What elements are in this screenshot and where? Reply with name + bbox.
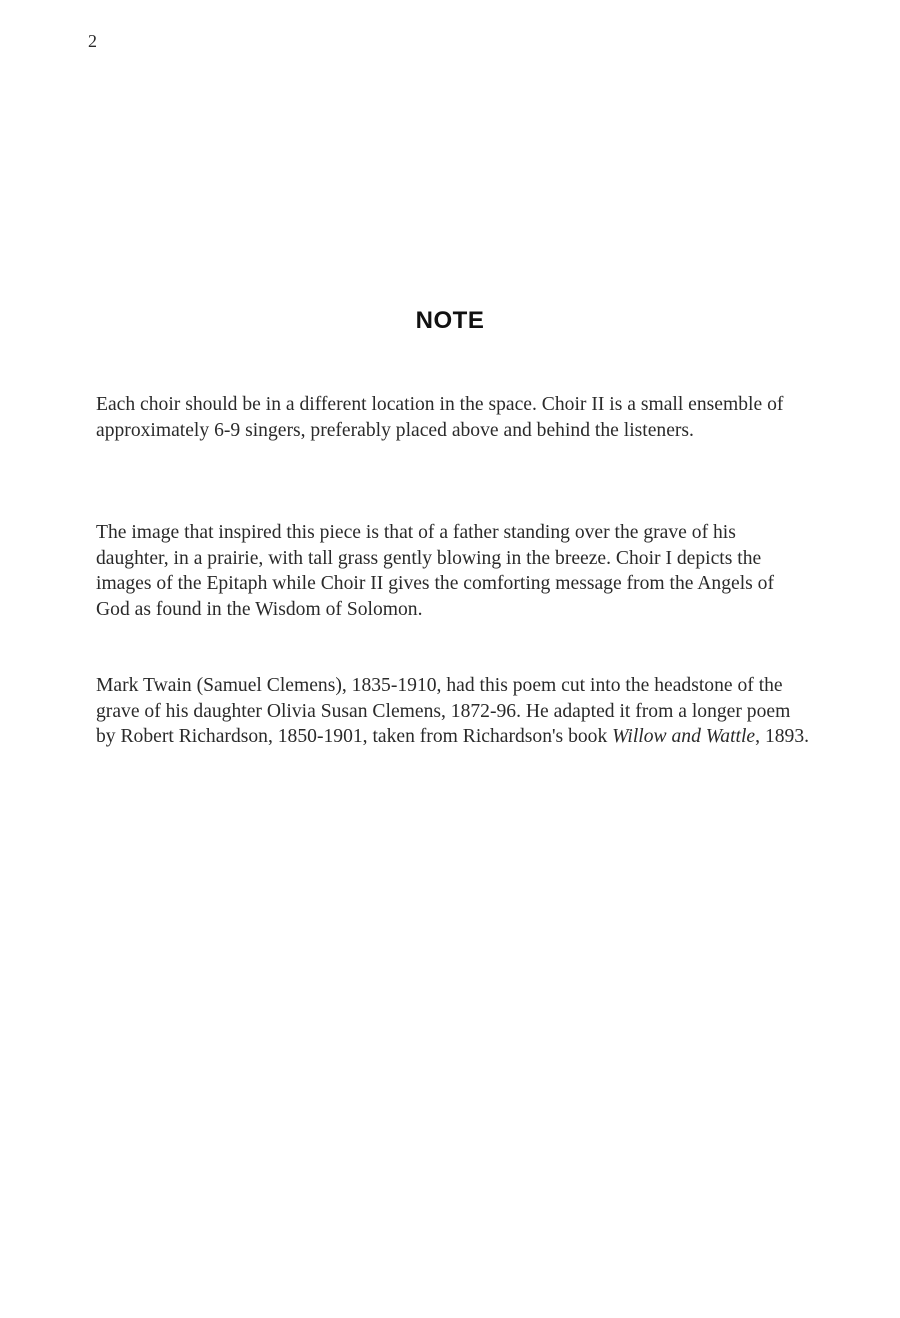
- page-number: 2: [88, 31, 97, 51]
- page-title: NOTE: [415, 307, 485, 334]
- source-text-before: Mark Twain (Samuel Clemens), 1835-1910, had this poem cut into the headstone of the grave of his daughter Olivia Susan Clemens, 1872-96. He adapted it from a longer poem by Robert Richardson, 1850-1901, taken from Richardson's book: [96, 675, 791, 748]
- paragraph-source: [96, 673, 811, 750]
- source-text-after: , 1893.: [755, 726, 810, 748]
- paragraph-choir-placement: Each choir should be in a different location in the space. Choir II is a small ensemble of approximately 6-9 singers, preferably placed above and behind the listeners.: [96, 394, 784, 441]
- paragraph-inspiration: The image that inspired this piece is that of a father standing over the grave of his daughter, in a prairie, with tall grass gently blowing in the breeze. Choir I depicts the images of the Epitaph while Choir II gives the comforting message from the Angels of God as found in the Wisdom of Solomon.: [96, 522, 775, 620]
- book-title: Willow and Wattle: [612, 726, 756, 748]
